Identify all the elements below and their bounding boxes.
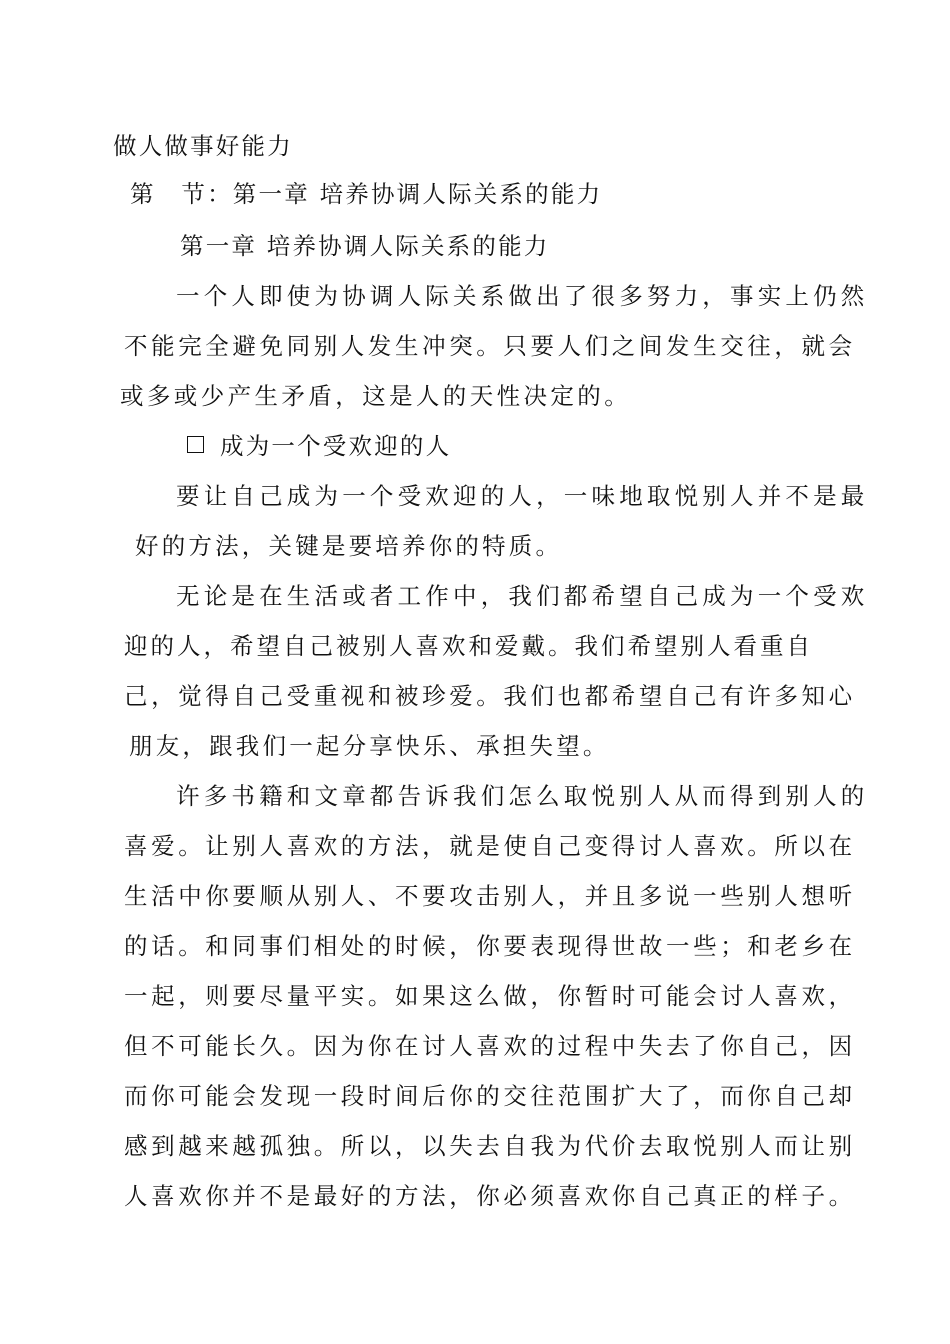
paragraph-line: 无论是在生活或者工作中，我们都希望自己成为一个受欢 xyxy=(176,582,869,610)
paragraph-line: 人喜欢你并不是最好的方法，你必须喜欢你自己真正的样子。 xyxy=(124,1182,856,1210)
paragraph-line: 己，觉得自己受重视和被珍爱。我们也都希望自己有许多知心 xyxy=(124,682,856,710)
section-header: 第 节：第一章 培养协调人际关系的能力 xyxy=(130,180,603,208)
paragraph-line: 许多书籍和文章都告诉我们怎么取悦别人从而得到别人的 xyxy=(176,782,869,810)
paragraph-line: 的话。和同事们相处的时候，你要表现得世故一些；和老乡在 xyxy=(124,932,856,960)
paragraph-line: 而你可能会发现一段时间后你的交往范围扩大了，而你自己却 xyxy=(124,1082,856,1110)
paragraph-line: 生活中你要顺从别人、不要攻击别人，并且多说一些别人想听 xyxy=(124,882,856,910)
paragraph-line: 或多或少产生矛盾，这是人的天性决定的。 xyxy=(120,382,632,410)
paragraph-line: 喜爱。让别人喜欢的方法，就是使自己变得讨人喜欢。所以在 xyxy=(124,832,856,860)
paragraph-line: 但不可能长久。因为你在讨人喜欢的过程中失去了你自己，因 xyxy=(124,1032,856,1060)
document-title: 做人做事好能力 xyxy=(113,132,293,160)
paragraph-line: 一起，则要尽量平实。如果这么做，你暂时可能会讨人喜欢， xyxy=(124,982,856,1010)
paragraph-line: 感到越来越孤独。所以，以失去自我为代价去取悦别人而让别 xyxy=(124,1132,856,1160)
chapter-title: 第一章 培养协调人际关系的能力 xyxy=(180,232,550,260)
paragraph-line: 要让自己成为一个受欢迎的人，一味地取悦别人并不是最 xyxy=(176,482,869,510)
paragraph-line: 一个人即使为协调人际关系做出了很多努力，事实上仍然 xyxy=(176,282,869,310)
paragraph-line: 好的方法，关键是要培养你的特质。 xyxy=(135,532,563,560)
subheading-text: 成为一个受欢迎的人 xyxy=(220,432,452,460)
paragraph-line: 迎的人，希望自己被别人喜欢和爱戴。我们希望别人看重自 xyxy=(124,632,813,660)
subheading xyxy=(187,430,451,462)
checkbox-icon xyxy=(187,436,204,453)
paragraph-line: 朋友，跟我们一起分享快乐、承担失望。 xyxy=(129,732,610,760)
paragraph-line: 不能完全避免同别人发生冲突。只要人们之间发生交往，就会 xyxy=(124,332,856,360)
